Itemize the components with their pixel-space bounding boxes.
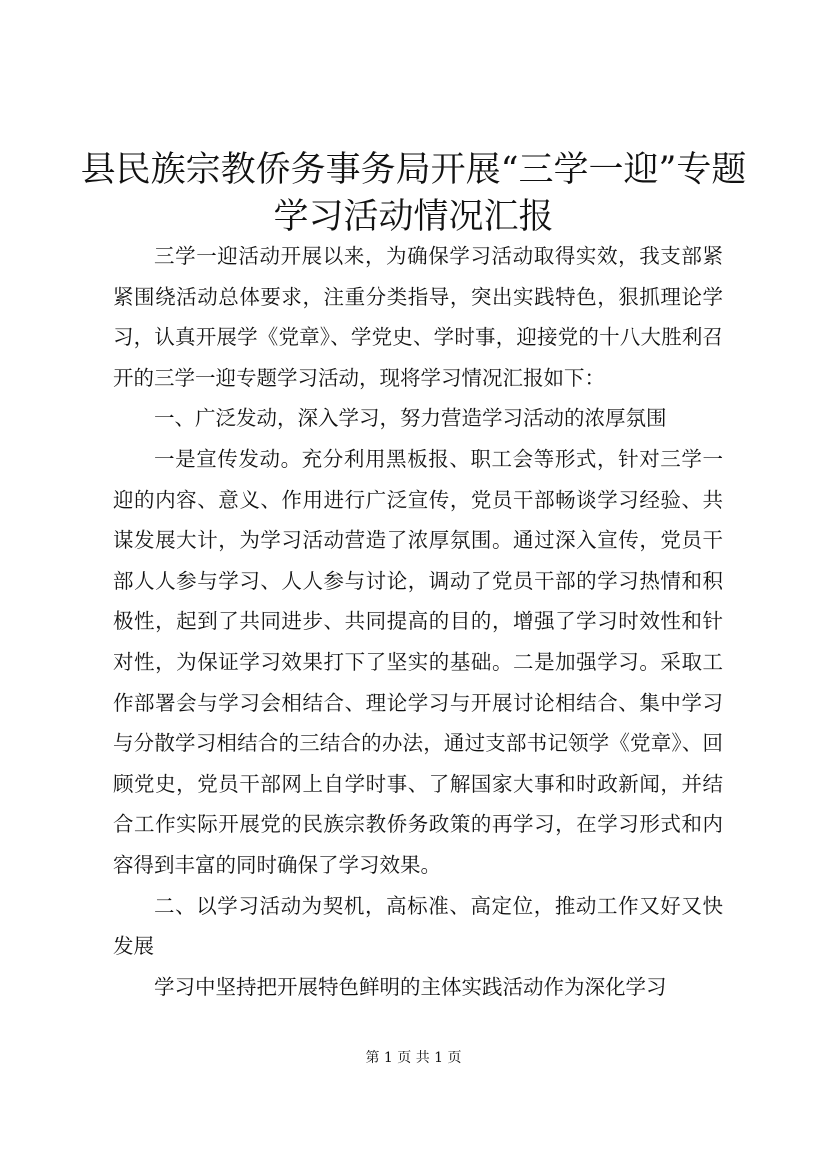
paragraph-section-1: 一是宣传发动。充分利用黑板报、职工会等形式，针对三学一迎的内容、意义、作用进行广泛宣传，党员干部畅谈学习经验、共谋发展大计，为学习活动营造了浓厚氛围。通过深入宣传，党员干部人人参与学习、人人参与讨论，调动了党员干部的学习热情和积极性，起到了共同进步、共同提高的目的，增强了学习时效性和针对性，为保证学习效果打下了坚实的基础。二是加强学习。采取工作部署会与学习会相结合、理论学习与开展讨论相结合、集中学习与分散学习相结合的三结合的办法，通过支部书记领学《党章》、回顾党史，党员干部网上自学时事、了解国家大事和时政新闻，并结合工作实际开展党的民族宗教侨务政策的再学习，在学习形式和内容得到丰富的同时确保了学习效果。 <box>113 446 723 877</box>
section-heading-1: 一、广泛发动，深入学习，努力营造学习活动的浓厚氛围 <box>154 406 667 431</box>
section-heading-2: 二、以学习活动为契机，高标准、高定位，推动工作又好又快发展 <box>113 893 723 959</box>
paragraph-section-2: 学习中坚持把开展特色鲜明的主体实践活动作为深化学习 <box>154 974 667 999</box>
page-footer: 第 1 页 共 1 页 <box>365 1050 462 1066</box>
document-title-line-2: 学习活动情况汇报 <box>273 197 554 237</box>
document-title-line-1: 县民族宗教侨务事务局开展“三学一迎”专题 <box>80 150 747 190</box>
paragraph-intro: 三学一迎活动开展以来，为确保学习活动取得实效，我支部紧紧围绕活动总体要求，注重分类指导，突出实践特色，狠抓理论学习，认真开展学《党章》、学党史、学时事，迎接党的十八大胜利召开的三学一迎专题学习活动，现将学习情况汇报如下： <box>113 244 723 390</box>
document-body <box>113 236 723 1007</box>
